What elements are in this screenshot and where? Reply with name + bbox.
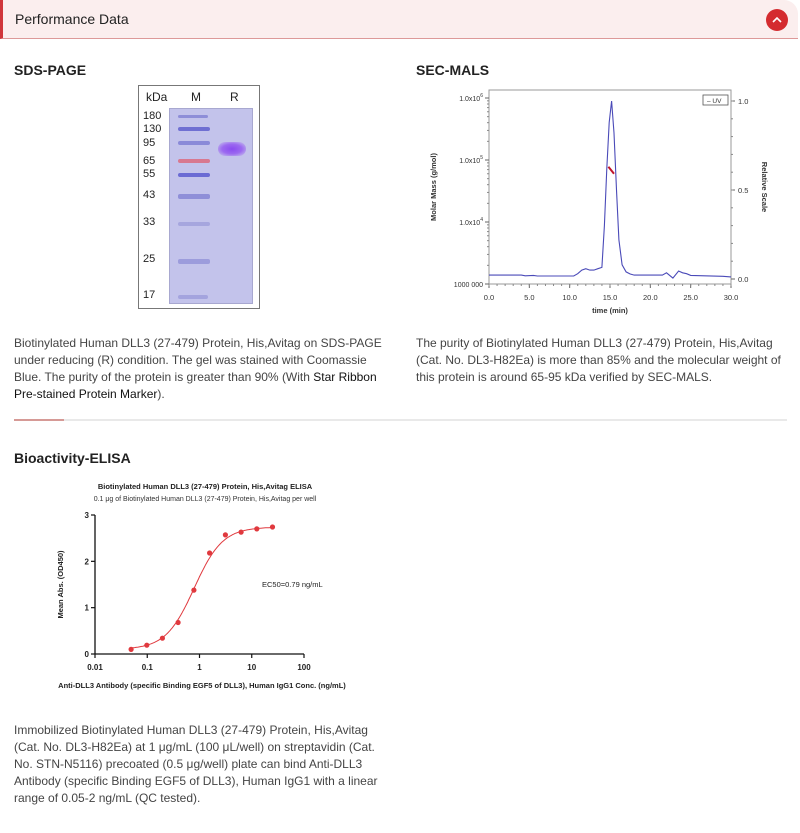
gel-lane-r-label: R bbox=[230, 90, 239, 104]
gel-mw-label: 95 bbox=[143, 137, 156, 149]
x-tick-label: 20.0 bbox=[643, 293, 658, 302]
x-axis-label: Anti-DLL3 Antibody (specific Binding EGF5 of DLL3), Human IgG1 Conc. (ng/mL) bbox=[58, 681, 346, 690]
fit-curve bbox=[131, 528, 272, 649]
data-point bbox=[191, 588, 196, 593]
x-tick-label: 0.0 bbox=[483, 293, 495, 302]
y-tick-label: $1.0x10^5$ bbox=[459, 155, 483, 165]
gel-kda-label: kDa bbox=[146, 90, 168, 104]
sec-mals-title: SEC-MALS bbox=[416, 62, 490, 78]
y2-tick-label: 0.0 bbox=[738, 275, 749, 284]
y-tick-label: 3 bbox=[84, 511, 89, 520]
star-ribbon-marker-link[interactable]: Star Ribbon Pre-stained Protein Marker bbox=[14, 370, 377, 401]
elisa-chart-title: Biotinylated Human DLL3 (27-479) Protein, His,Avitag ELISA bbox=[97, 482, 313, 491]
marker-band bbox=[178, 115, 208, 118]
x-tick-label: 0.1 bbox=[141, 663, 153, 672]
uv-trace-line bbox=[489, 101, 731, 278]
ec50-annotation: EC50=0.79 ng/mL bbox=[262, 580, 323, 589]
marker-band-red bbox=[178, 159, 210, 163]
y-tick-label: $1.0x10^6$ bbox=[459, 93, 483, 103]
marker-band bbox=[178, 194, 210, 199]
sec-mals-description: The purity of Biotinylated Human DLL3 (27-479) Protein, His,Avitag (Cat. No. DL3-H82Ea) is more than 85% and the molecular weight of this protein is around 65-95 kDa verified by SEC-MALS. bbox=[416, 336, 781, 384]
gel-mw-label: 55 bbox=[143, 168, 156, 180]
data-point bbox=[207, 550, 212, 555]
gel-mw-label: 33 bbox=[143, 216, 156, 228]
y-tick-label: 0 bbox=[84, 650, 89, 659]
protein-band-reduced bbox=[218, 142, 246, 156]
collapse-button[interactable] bbox=[766, 9, 788, 31]
marker-band bbox=[178, 259, 210, 264]
x-axis-label: time (min) bbox=[592, 306, 628, 315]
x-tick-label: 10.0 bbox=[562, 293, 577, 302]
y-axis-label: Mean Abs. (OD450) bbox=[56, 550, 65, 619]
y-tick-label: 2 bbox=[84, 557, 89, 567]
gel-lane-m-label: M bbox=[191, 90, 201, 104]
marker-band bbox=[178, 127, 210, 131]
sds-page-gel-image bbox=[138, 85, 260, 309]
molar-mass-line bbox=[608, 167, 614, 174]
section-divider bbox=[14, 419, 787, 421]
x-tick-label: 100 bbox=[297, 663, 311, 672]
gel-mw-label: 17 bbox=[143, 289, 156, 301]
sds-page-description bbox=[14, 335, 384, 403]
divider-accent bbox=[14, 419, 64, 421]
elisa-description: Immobilized Biotinylated Human DLL3 (27-479) Protein, His,Avitag (Cat. No. DL3-H82Ea) at 1 μg/mL (100 μL/well) on streptavidin (Cat. No. STN-N5116) precoated (0.5 μg/well) plate can bind Anti-DLL3 Antibody (specific Binding EGF5 of DLL3), Human IgG1 with a linear range of 0.05-2 ng/mL (QC tested). bbox=[14, 723, 378, 805]
x-tick-label: 30.0 bbox=[723, 293, 739, 302]
gel-mw-label: 65 bbox=[143, 155, 156, 167]
gel-mw-label: 43 bbox=[143, 189, 156, 201]
data-point bbox=[223, 532, 228, 537]
y2-axis-label: Relative Scale bbox=[760, 161, 769, 213]
x-tick-label: 1 bbox=[197, 663, 202, 672]
y-tick-label: 1 bbox=[84, 603, 89, 613]
header-title: Performance Data bbox=[15, 11, 129, 27]
y-axis-label: Molar Mass (g/mol) bbox=[429, 153, 438, 221]
sds-page-title: SDS-PAGE bbox=[14, 62, 87, 78]
x-tick-label: 15.0 bbox=[602, 293, 618, 302]
elisa-chart bbox=[40, 478, 380, 698]
legend-entry-uv: – UV bbox=[707, 98, 722, 105]
performance-data-header[interactable] bbox=[0, 0, 798, 39]
x-tick-label: 10 bbox=[247, 663, 257, 672]
sds-desc-text: Biotinylated Human DLL3 (27-479) Protein, His,Avitag on SDS-PAGE under reducing (R) condition. The gel was stained with Coomassie Blue. The purity of the protein is greater than 90% (With bbox=[14, 336, 382, 384]
y2-tick-label: 0.5 bbox=[738, 186, 749, 195]
sec-mals-chart bbox=[420, 85, 780, 315]
data-point bbox=[176, 620, 181, 625]
marker-band bbox=[178, 222, 210, 226]
data-point bbox=[239, 530, 244, 535]
marker-band bbox=[178, 295, 208, 299]
data-point bbox=[144, 643, 149, 648]
elisa-title: Bioactivity-ELISA bbox=[14, 450, 131, 466]
data-point bbox=[270, 524, 275, 529]
gel-mw-label: 130 bbox=[143, 123, 162, 135]
y-tick-label: 1000 000 bbox=[453, 282, 483, 289]
elisa-chart-subtitle: 0.1 μg of Biotinylated Human DLL3 (27-479) Protein, His,Avitag per well bbox=[93, 496, 317, 503]
x-tick-label: 5.0 bbox=[524, 293, 535, 302]
data-point bbox=[129, 647, 134, 652]
marker-band bbox=[178, 141, 210, 145]
chevron-up-icon bbox=[771, 15, 783, 25]
data-point bbox=[254, 526, 259, 531]
y-tick-label: $1.0x10^4$ bbox=[459, 217, 483, 227]
sds-desc-text-end: ). bbox=[157, 387, 165, 401]
y2-tick-label: 1.0 bbox=[738, 97, 749, 106]
marker-band bbox=[178, 173, 210, 177]
data-point bbox=[160, 636, 165, 641]
gel-mw-label: 25 bbox=[143, 253, 156, 265]
gel-body bbox=[169, 108, 253, 304]
gel-mw-label: 180 bbox=[143, 110, 162, 122]
x-tick-label: 25.0 bbox=[683, 293, 698, 302]
x-tick-label: 0.01 bbox=[87, 663, 103, 672]
